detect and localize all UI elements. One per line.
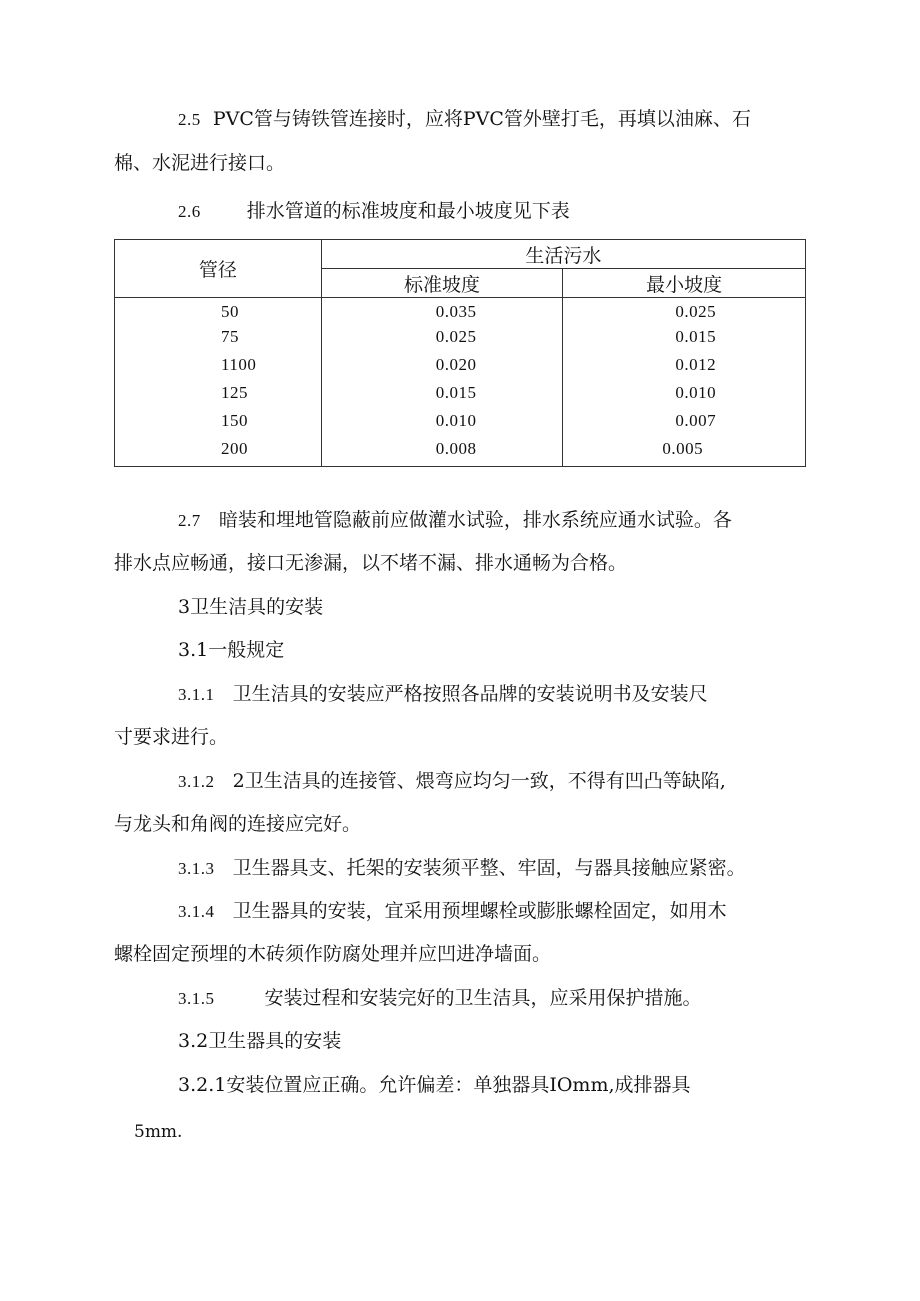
table-cell-standard: 0.008 xyxy=(435,439,477,458)
clause-text: 暗装和埋地管隐蔽前应做灌水试验，排水系统应通水试验。各 xyxy=(218,509,732,531)
header-standard-slope: 标准坡度 xyxy=(321,269,563,298)
clause-text: 安装过程和安装完好的卫生洁具，应采用保护措施。 xyxy=(264,987,702,1009)
section-3-2-title: 3.2卫生器具的安装 xyxy=(178,1030,342,1052)
clause-number: 3.1.3 xyxy=(178,859,215,878)
clause-number: 2.6 xyxy=(178,202,201,221)
paragraph-3-1-1-line1 xyxy=(178,680,708,709)
table-cell-diameter: 1100 xyxy=(221,355,257,374)
clause-text: 卫生器具的安装，宜采用预埋螺栓或膨胀螺栓固定，如用木 xyxy=(232,900,727,922)
paragraph-3-1-2-line1 xyxy=(178,767,726,796)
paragraph-2-5-line2: 棉、水泥进行接口。 xyxy=(114,152,286,174)
table-cell-minimum: 0.005 xyxy=(662,439,704,458)
table-cell-minimum: 0.012 xyxy=(675,355,717,374)
paragraph-3-1-2-line2: 与龙头和角阀的连接应完好。 xyxy=(114,813,362,835)
paragraph-2-6 xyxy=(178,197,570,226)
clause-number: 2.5 xyxy=(178,110,201,129)
paragraph-3-1-1-line2: 寸要求进行。 xyxy=(114,726,229,748)
table-cell-standard: 0.035 xyxy=(435,302,477,321)
table-cell-diameter: 75 xyxy=(221,327,239,346)
standard-slope-column xyxy=(321,298,563,467)
table-cell-diameter: 50 xyxy=(221,302,239,321)
table-cell-diameter: 150 xyxy=(221,411,248,430)
clause-text: PVC管与铸铁管连接时，应将PVC管外壁打毛，再填以油麻、石 xyxy=(212,108,751,130)
table-cell-minimum: 0.025 xyxy=(675,302,717,321)
clause-text: 卫生器具支、托架的安装须平整、牢固，与器具接触应紧密。 xyxy=(232,857,746,879)
clause-number: 3.1.4 xyxy=(178,902,215,921)
clause-number: 3.1.1 xyxy=(178,685,215,704)
clause-number: 2.7 xyxy=(178,511,201,530)
clause-number: 3.1.5 xyxy=(178,989,215,1008)
paragraph-3-2-1-line1: 3.2.1安装位置应正确。允许偏差：单独器具IOmm,成排器具 xyxy=(178,1074,691,1096)
section-3-1-title: 3.1一般规定 xyxy=(178,639,285,661)
table-cell-minimum: 0.007 xyxy=(675,411,717,430)
header-domestic-sewage: 生活污水 xyxy=(321,240,805,269)
clause-text: 排水管道的标准坡度和最小坡度见下表 xyxy=(246,200,570,222)
slope-table xyxy=(114,239,806,467)
clause-text: 卫生洁具的安装应严格按照各品牌的安装说明书及安装尺 xyxy=(232,683,708,705)
table-cell-minimum: 0.010 xyxy=(675,383,717,402)
paragraph-2-7-line1 xyxy=(178,506,732,535)
diameter-column xyxy=(115,298,322,467)
paragraph-3-1-4-line2: 螺栓固定预埋的木砖须作防腐处理并应凹进净墙面。 xyxy=(114,943,552,965)
section-3-title: 3卫生洁具的安装 xyxy=(178,596,324,618)
table-cell-standard: 0.010 xyxy=(435,411,477,430)
header-diameter: 管径 xyxy=(115,240,322,298)
table-cell-diameter: 200 xyxy=(221,439,248,458)
paragraph-3-1-4-line1 xyxy=(178,897,727,926)
paragraph-2-7-line2: 排水点应畅通，接口无渗漏，以不堵不漏、排水通畅为合格。 xyxy=(114,552,628,574)
table-cell-standard: 0.015 xyxy=(435,383,477,402)
table-cell-standard: 0.025 xyxy=(435,327,477,346)
table-cell-minimum: 0.015 xyxy=(675,327,717,346)
clause-number: 3.1.2 xyxy=(178,772,215,791)
paragraph-3-2-1-line2: 5mm. xyxy=(134,1122,183,1142)
paragraph-2-5-line1 xyxy=(178,105,751,134)
table-cell-standard: 0.020 xyxy=(435,355,477,374)
table-cell-diameter: 125 xyxy=(221,383,248,402)
minimum-slope-column xyxy=(563,298,806,467)
header-minimum-slope: 最小坡度 xyxy=(563,269,806,298)
paragraph-3-1-3 xyxy=(178,854,746,883)
clause-text: 2卫生洁具的连接管、煨弯应均匀一致，不得有凹凸等缺陷, xyxy=(232,770,726,792)
paragraph-3-1-5 xyxy=(178,984,702,1013)
